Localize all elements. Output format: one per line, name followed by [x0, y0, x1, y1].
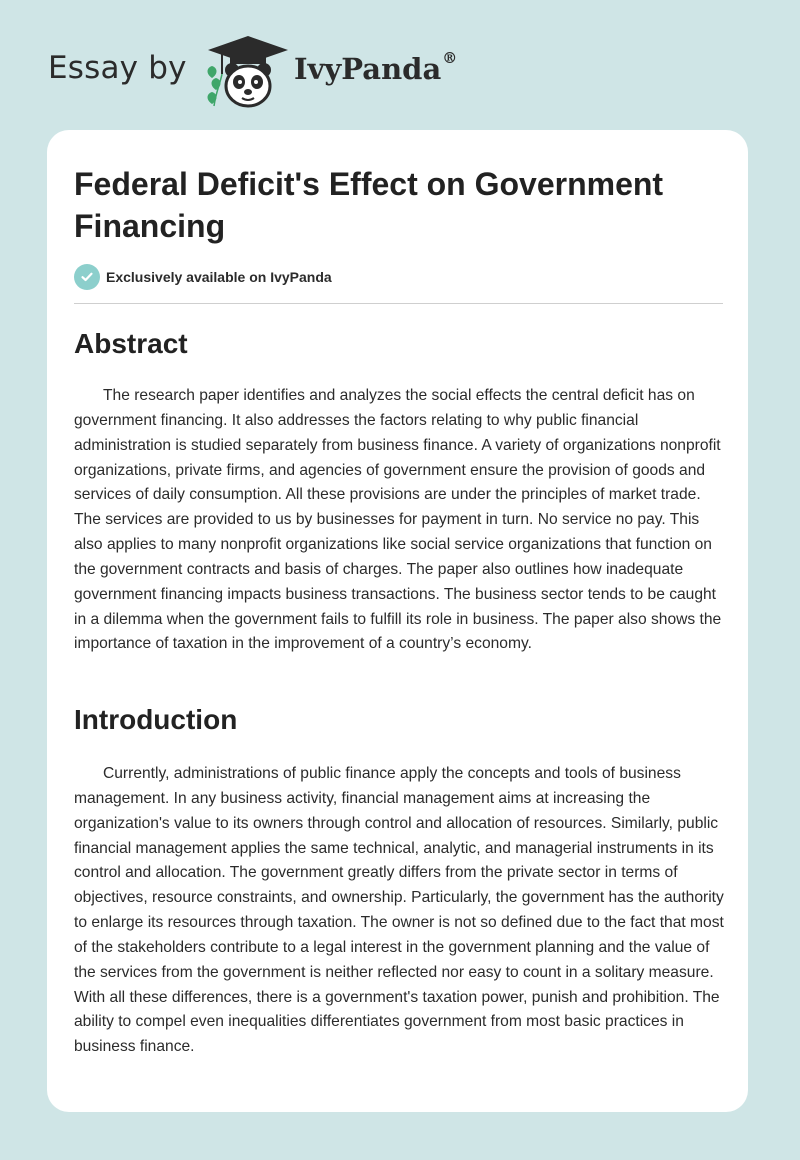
- abstract-paragraph: The research paper identifies and analyzes the social effects the central deficit has on government financing. It also addresses the factors relating to why public financial administration is studied separately from business finance. A variety of organizations nonprofit organizations, private firms, and agencies of government ensure the provision of goods and services of daily consumption. All these provisions are under the principles of market trade. The services are provided to us by businesses for payment in turn. No service no pay. This also applies to many nonprofit organizations like social service organizations that function on the government contracts and basis of charges. The paper also outlines how inadequate government financing impacts business transactions. The business sector tends to be caught in a dilemma when the government fails to fulfill its role in business. The paper also shows the importance of taxation in the improvement of a country’s economy.: [74, 387, 722, 653]
- exclusive-badge: [74, 263, 332, 291]
- brand-prefix: Essay by: [48, 50, 187, 86]
- divider: [74, 303, 723, 304]
- registered-mark: ®: [442, 49, 458, 67]
- introduction-paragraph: Currently, administrations of public finance apply the concepts and tools of business management. In any business activity, financial management aims at increasing the organization's value to its owners through control and allocation of resources. Similarly, public financial management applies the same technical, analytic, and managerial instruments in its control and allocation. The government greatly differs from the private sector in terms of objectives, resource constraints, and ownership. Particularly, the government has the authority to enlarge its resources through taxation. The owner is not so defined due to the fact that most of the stakeholders contribute to a legal interest in the government planning and the value of the services from the government is neither reflected nor easy to count in a solitary measure. With all these differences, there is a government's taxation power, punish and prohibition. The ability to compel even inequalities differentiates government from most basic practices in business finance.: [74, 765, 724, 1056]
- brand-header[interactable]: [48, 34, 468, 110]
- page-title: Federal Deficit's Effect on Government Financing: [74, 166, 664, 244]
- brand-name: IvyPanda®: [294, 49, 458, 86]
- exclusive-label: Exclusively available on IvyPanda: [106, 269, 332, 285]
- check-icon: [74, 264, 100, 290]
- section-heading-abstract: Abstract: [74, 328, 188, 359]
- section-heading-introduction: Introduction: [74, 704, 238, 735]
- essay-card: [47, 130, 748, 1112]
- panda-logo-icon: [202, 34, 294, 110]
